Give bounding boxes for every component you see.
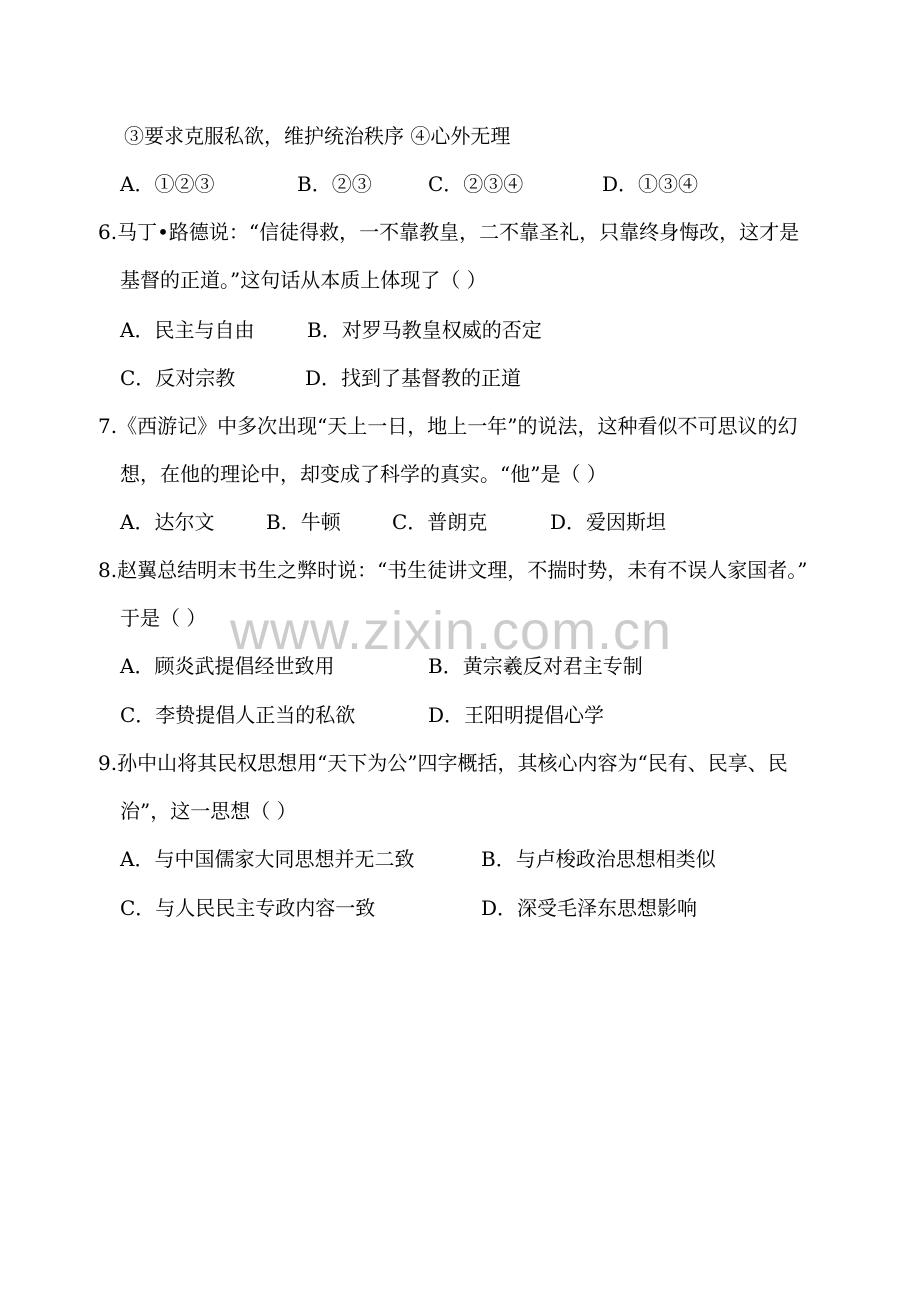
- q9-stem-line1: 9.孙中山将其民权思想用“天下为公”四字概括，其核心内容为“民有、民享、民: [98, 751, 788, 775]
- q8-option-b: B．黄宗羲反对君主专制: [428, 654, 643, 678]
- q6-stem-line2: 基督的正道。”这句话从本质上体现了（ ）: [120, 268, 487, 292]
- q7-option-d: D．爱因斯坦: [550, 510, 667, 534]
- q5-option-a: A．①②③: [120, 172, 215, 196]
- q5-option-c: C．②③④: [428, 172, 524, 196]
- q6-option-a: A．民主与自由: [120, 318, 255, 342]
- q9-stem-line2: 治”，这一思想（ ）: [120, 799, 297, 823]
- q8-stem-line2: 于是（ ）: [120, 606, 207, 630]
- q5-option-d: D．①③④: [602, 172, 699, 196]
- q7-stem-line1: 7.《西游记》中多次出现“天上一日，地上一年”的说法，这种看似不可思议的幻: [98, 414, 798, 438]
- q8-stem-line1: 8.赵翼总结明末书生之弊时说：“书生徒讲文理，不揣时势，未有不误人家国者。”: [98, 558, 808, 582]
- watermark: www.zixin.com.cn: [230, 601, 673, 661]
- q8-option-d: D．王阳明提倡心学: [428, 703, 605, 727]
- q9-option-d: D．深受毛泽东思想影响: [481, 896, 698, 920]
- q6-option-b: B．对罗马教皇权威的否定: [307, 318, 542, 342]
- q9-option-a: A．与中国儒家大同思想并无二致: [120, 847, 415, 871]
- q9-option-b: B．与卢梭政治思想相类似: [481, 847, 716, 871]
- q8-option-c: C．李贽提倡人正当的私欲: [120, 703, 356, 727]
- q7-option-c: C．普朗克: [392, 510, 488, 534]
- q7-option-b: B．牛顿: [266, 510, 341, 534]
- q7-option-a: A．达尔文: [120, 510, 215, 534]
- q9-option-c: C．与人民民主专政内容一致: [120, 896, 376, 920]
- q5-item-line: ③要求克服私欲，维护统治秩序 ④心外无理: [124, 124, 511, 148]
- q6-stem-line1: 6.马丁•路德说：“信徒得救，一不靠教皇，二不靠圣礼，只靠终身悔改，这才是: [98, 220, 800, 244]
- q7-stem-line2: 想，在他的理论中，却变成了科学的真实。“他”是（ ）: [120, 462, 607, 486]
- q6-option-d: D．找到了基督教的正道: [305, 366, 522, 390]
- q6-option-c: C．反对宗教: [120, 366, 236, 390]
- q5-option-b: B．②③: [297, 172, 372, 196]
- q8-option-a: A．顾炎武提倡经世致用: [120, 654, 335, 678]
